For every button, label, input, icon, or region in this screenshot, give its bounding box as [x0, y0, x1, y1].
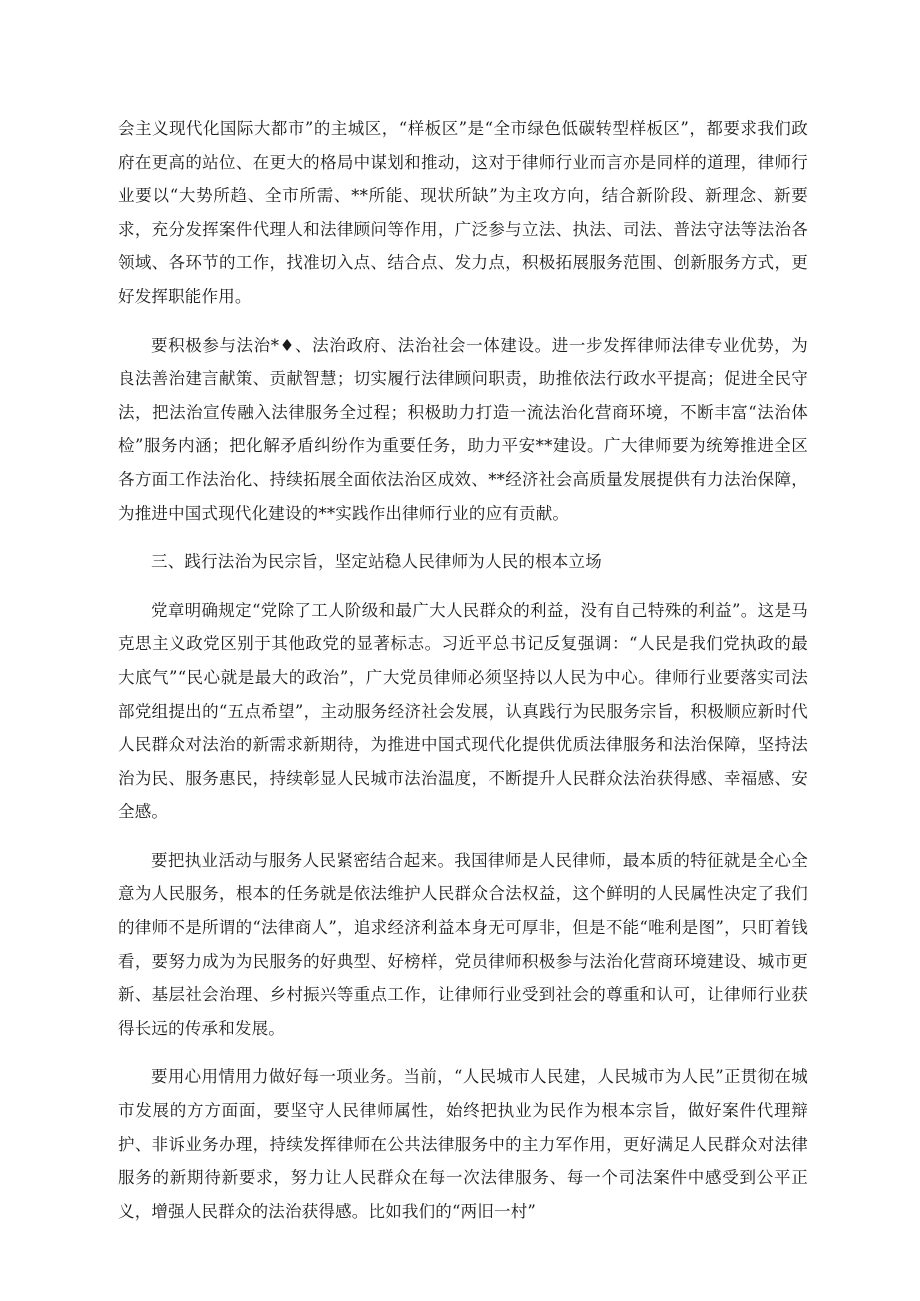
paragraph-rule-of-law: 要积极参与法治*♦、法治政府、法治社会一体建设。进一步发挥律师法律专业优势，为良法善治建言献策、贡献智慧；切实履行法律顾问职责，助推依法行政水平提高；促进全民守法，把法治宣传融入法律服务全过程；积极助力打造一流法治化营商环境，不断丰富“法治体检”服务内涵；把化解矛盾纠纷作为重要任务，助力平安**建设。广大律师要为统筹推进全区各方面工作法治化、持续拓展全面依法治区成效、**经济社会高质量发展提供有力法治保障，为推进中国式现代化建设的**实践作出律师行业的应有贡献。 [118, 335, 808, 523]
paragraph-party-constitution: 党章明确规定“党除了工人阶级和最广大人民群众的利益，没有自己特殊的利益”。这是马克思主义政党区别于其他政党的显著标志。习近平总书记反复强调：“人民是我们党执政的最大底气”“民心就是最大的政治”，广大党员律师必须坚持以人民为中心。律师行业要落实司法部党组提出的“五点希望”，主动服务经济社会发展，认真践行为民服务宗旨，积极顺应新时代人民群众对法治的新需求新期待，为推进中国式现代化提供优质法律服务和法治保障，坚持法治为民、服务惠民，持续彰显人民城市法治温度，不断提升人民群众法治获得感、幸福感、安全感。 [118, 600, 808, 822]
section-heading-three: 三、践行法治为民宗旨，坚定站稳人民律师为人民的根本立场 [151, 552, 602, 572]
paragraph-continuation: 会主义现代化国际大都市”的主城区，“样板区”是“全市绿色低碳转型样板区”，都要求我们政府在更高的站位、在更大的格局中谋划和推动，这对于律师行业而言亦是同样的道理，律师行业要以“大势所趋、全市所需、**所能、现状所缺”为主攻方向，结合新阶段、新理念、新要求，充分发挥案件代理人和法律顾问等作用，广泛参与立法、执法、司法、普法守法等法治各领域、各环节的工作，找准切入点、结合点、发力点，积极拓展服务范围、创新服务方式，更好发挥职能作用。 [118, 119, 808, 306]
document-body [118, 112, 808, 1243]
paragraph-every-service: 要用心用情用力做好每一项业务。当前，“人民城市人民建，人民城市为人民”正贯彻在城市发展的方方面面，要坚守人民律师属性，始终把执业为民作为根本宗旨，做好案件代理辩护、非诉业务办理，持续发挥律师在公共法律服务中的主力军作用，更好满足人民群众对法律服务的新期待新要求，努力让人民群众在每一次法律服务、每一个司法案件中感受到公平正义，增强人民群众的法治获得感。比如我们的“两旧一村” [118, 1067, 808, 1221]
paragraph-serve-people: 要把执业活动与服务人民紧密结合起来。我国律师是人民律师，最本质的特征就是全心全意为人民服务，根本的任务就是依法维护人民群众合法权益，这个鲜明的人民属性决定了我们的律师不是所谓的“法律商人”，追求经济利益本身无可厚非，但是不能“唯利是图”，只盯着钱看，要努力成为为民服务的好典型、好榜样，党员律师积极参与法治化营商环境建设、城市更新、基层社会治理、乡村振兴等重点工作，让律师行业受到社会的尊重和认可，让律师行业获得长远的传承和发展。 [118, 850, 808, 1038]
